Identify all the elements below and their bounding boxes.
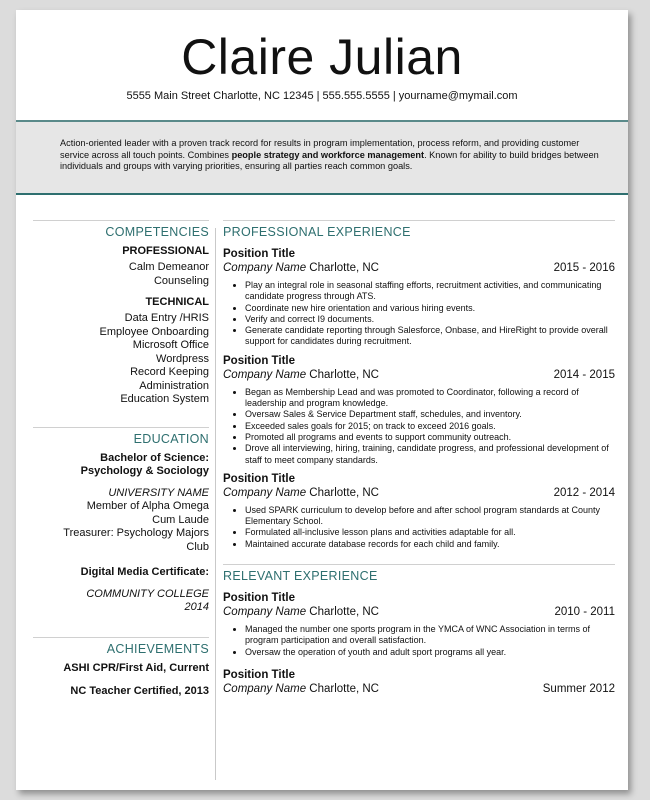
job-bullets <box>235 387 615 466</box>
company-name: Company Name <box>223 368 307 381</box>
candidate-name: Claire Julian <box>181 29 463 85</box>
job-entry <box>223 591 615 658</box>
degree-line: Psychology & Sociology <box>80 465 209 477</box>
job-location: Charlotte, NC <box>309 262 379 274</box>
bullet-item: • Began as Membership Lead and was promoted to Coordinator, following a record of leadership and program knowledge. <box>245 387 615 410</box>
competency-item: Education System <box>120 393 209 405</box>
summary-box <box>16 120 628 195</box>
bullet-item: • Play an integral role in seasonal staffing efforts, recruitment activities, and communicating candidate progress through ATS. <box>245 280 615 303</box>
bullet-item: • Managed the number one sports program in the YMCA of WNC Association in terms of program participation and overall satisfaction. <box>245 624 615 647</box>
certificate-name: Digital Media Certificate: <box>80 566 209 578</box>
job-title: Position Title <box>223 248 295 260</box>
summary-text-pre: Action-oriented leader with a proven track record for results in program implementation, process reform, and providing customer service across all touch points. Combines <box>60 138 580 160</box>
competency-item: Employee Onboarding <box>99 325 209 338</box>
achievement-item: ASHI CPR/First Aid, Current <box>63 661 209 674</box>
job-dates: 2010 - 2011 <box>554 606 615 619</box>
job-entry <box>223 354 615 466</box>
left-column <box>33 220 209 699</box>
job-entry <box>223 472 615 550</box>
right-column <box>223 220 615 702</box>
education-detail: Member of Alpha Omega <box>86 500 209 512</box>
summary-text-bold: people strategy and workforce management <box>231 149 425 160</box>
bullet-item: • Exceeded sales goals for 2015; on track to exceed 2016 goals. <box>245 421 615 432</box>
bullet-item: • Maintained accurate database records for each child and family. <box>245 539 615 550</box>
education-detail: Cum Laude <box>152 513 209 526</box>
job-title: Position Title <box>223 668 295 681</box>
company-name: Company Name <box>223 486 307 499</box>
job-dates: 2015 - 2016 <box>553 262 615 274</box>
bullet-item: • Promoted all programs and events to support community outreach. <box>245 432 615 443</box>
job-title: Position Title <box>223 354 295 367</box>
competency-item: Microsoft Office <box>132 339 209 351</box>
competency-item: Calm Demeanor <box>128 261 209 273</box>
competencies-heading: COMPETENCIES <box>33 220 209 239</box>
bullet-item: • Used SPARK curriculum to develop before and after school program standards at County Elementary School. <box>245 505 615 528</box>
company-name: Company Name <box>223 682 307 695</box>
job-dates: 2012 - 2014 <box>553 486 615 499</box>
professional-label: PROFESSIONAL <box>122 245 209 257</box>
job-dates: Summer 2012 <box>542 682 615 695</box>
college-year: 2014 <box>184 601 209 613</box>
bullet-item: • Drove all interviewing, hiring, training, candidate progress, and professional development of staff to meet company standards. <box>245 443 615 466</box>
job-location: Charlotte, NC <box>309 486 379 499</box>
bullet-item: • Generate candidate reporting through Salesforce, Onbase, and HireRight to provide overall support for candidates during recruitment. <box>245 325 615 348</box>
job-location: Charlotte, NC <box>309 368 379 381</box>
achievements-heading: ACHIEVEMENTS <box>33 637 209 656</box>
job-entry <box>223 668 615 696</box>
job-title: Position Title <box>223 472 295 485</box>
job-bullets <box>235 624 615 658</box>
bullet-item: • Formulated all-inclusive lesson plans and activities adaptable for all. <box>245 527 615 538</box>
bullet-item: • Oversaw the operation of youth and adult sport programs all year. <box>245 647 615 658</box>
summary-text-post: . Known for ability to build bridges between individuals and groups with varying priorities, ensuring all parties reach common goals. <box>60 149 599 171</box>
education-heading: EDUCATION <box>33 427 209 446</box>
job-bullets <box>235 505 615 550</box>
company-name: Company Name <box>223 262 307 274</box>
job-entry <box>223 247 615 348</box>
university-name: UNIVERSITY NAME <box>108 486 209 499</box>
competency-item: Data Entry /HRIS <box>124 312 209 324</box>
education-detail: Treasurer: Psychology Majors <box>63 527 209 539</box>
bullet-item: • Verify and correct I9 documents. <box>245 314 615 325</box>
competency-item: Administration <box>139 379 209 392</box>
job-title: Position Title <box>223 592 295 605</box>
job-bullets <box>235 280 615 348</box>
column-divider <box>215 228 216 780</box>
resume-page <box>16 10 628 790</box>
education-detail: Club <box>186 540 209 553</box>
bullet-item: • Coordinate new hire orientation and various hiring events. <box>245 303 615 314</box>
relevant-experience-heading: RELEVANT EXPERIENCE <box>223 564 615 583</box>
job-location: Charlotte, NC <box>309 682 379 695</box>
competency-item: Wordpress <box>156 352 209 365</box>
experience-heading: PROFESSIONAL EXPERIENCE <box>223 220 615 239</box>
competency-item: Counseling <box>153 274 209 287</box>
contact-line: 5555 Main Street Charlotte, NC 12345 | 555.555.5555 | yourname@mymail.com <box>126 90 518 102</box>
company-name: Company Name <box>223 606 307 619</box>
job-dates: 2014 - 2015 <box>553 368 615 381</box>
job-location: Charlotte, NC <box>309 606 379 619</box>
technical-label: TECHNICAL <box>145 296 209 308</box>
college-name: COMMUNITY COLLEGE <box>86 587 209 600</box>
achievement-item: NC Teacher Certified, 2013 <box>70 685 209 697</box>
competency-item: Record Keeping <box>130 366 209 378</box>
degree-line: Bachelor of Science: <box>100 451 209 464</box>
bullet-item: • Oversaw Sales & Service Department staff, schedules, and inventory. <box>245 409 615 420</box>
